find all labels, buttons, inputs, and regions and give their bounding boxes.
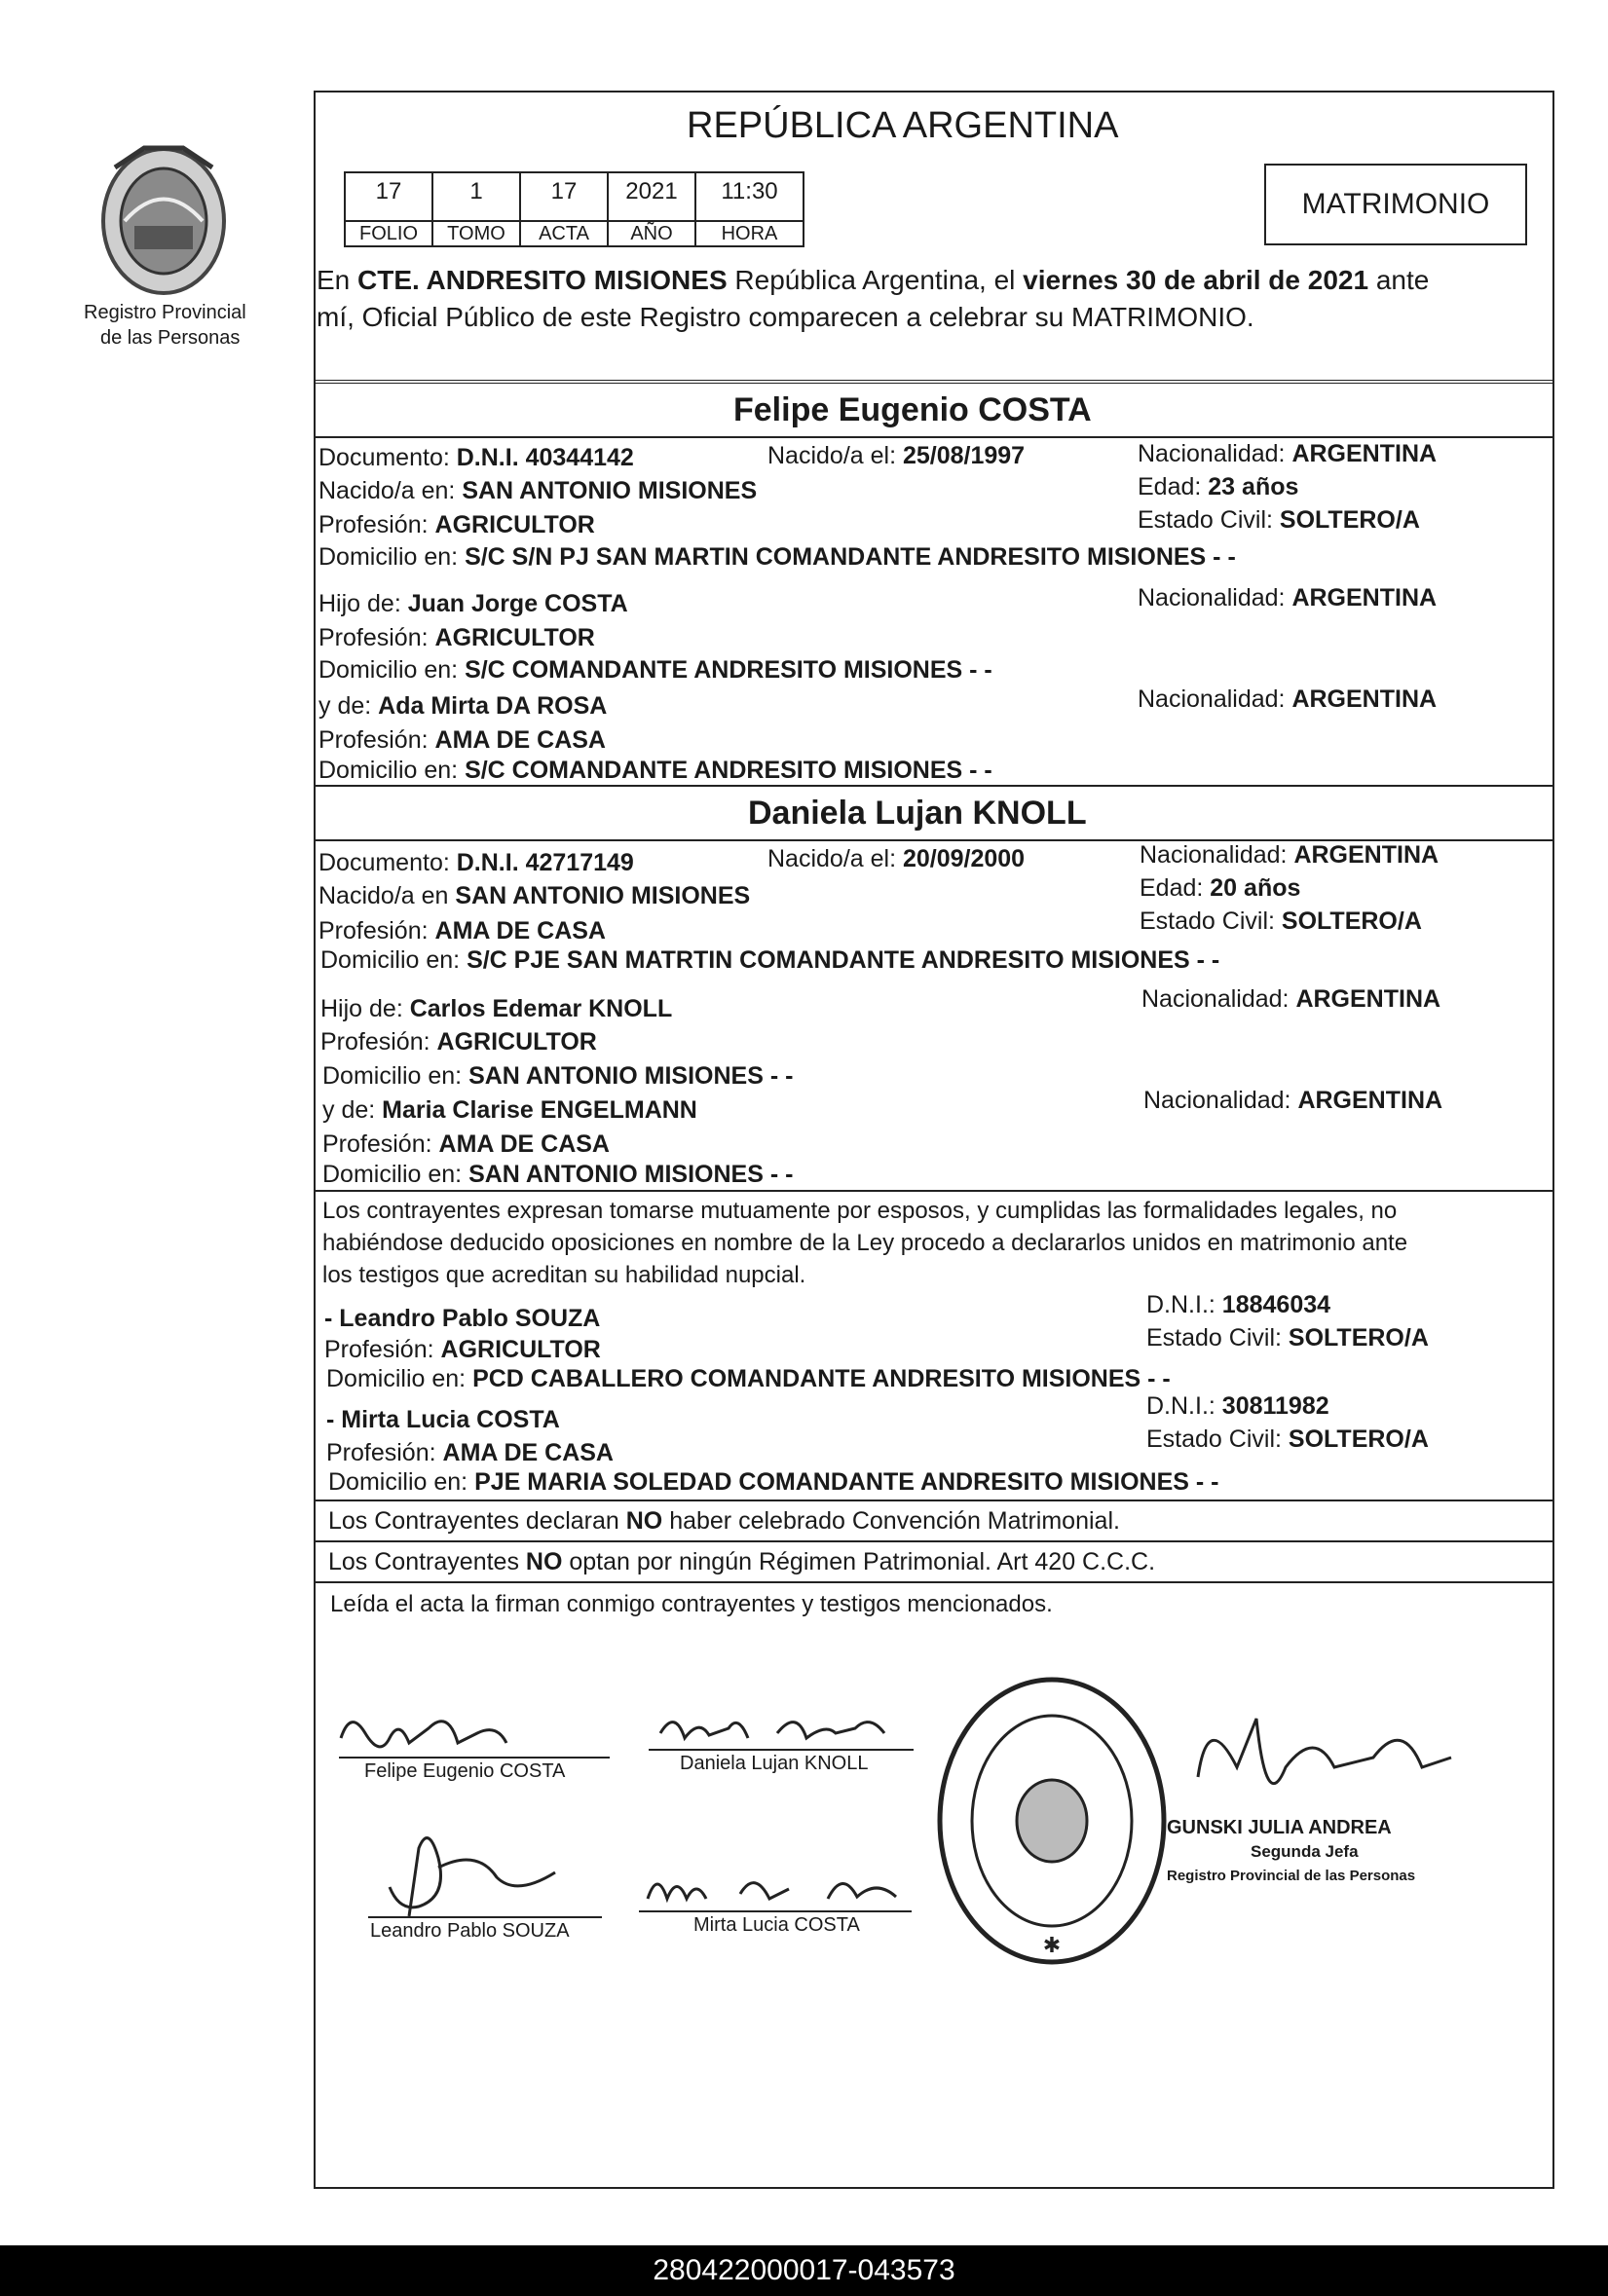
witness1-dni: D.N.I.: 18846034 xyxy=(1146,1291,1331,1318)
spouse1-nacido-el: Nacido/a el: 25/08/1997 xyxy=(767,442,1026,469)
spouse1-padre-nac: Nacionalidad: ARGENTINA xyxy=(1138,584,1438,611)
spouse2-madre: y de: Maria Clarise ENGELMANN xyxy=(322,1096,697,1124)
anio-value: 2021 xyxy=(607,171,696,222)
registry-caption-1: Registro Provincial xyxy=(84,302,246,323)
divider xyxy=(314,1540,1554,1542)
witness2-profesion: Profesión: AMA DE CASA xyxy=(326,1439,614,1466)
witness2-dni: D.N.I.: 30811982 xyxy=(1146,1392,1329,1420)
spouse2-name: Daniela Lujan KNOLL xyxy=(748,795,1087,832)
spouse2-madre-prof: Profesión: AMA DE CASA xyxy=(322,1130,610,1158)
act-type-box: MATRIMONIO xyxy=(1264,164,1527,245)
spouse1-nacionalidad: Nacionalidad: ARGENTINA xyxy=(1138,440,1438,467)
closing-text: Leída el acta la firman conmigo contrayentes y testigos mencionados. xyxy=(330,1591,1053,1617)
spouse2-nacionalidad: Nacionalidad: ARGENTINA xyxy=(1140,841,1440,869)
divider xyxy=(314,1190,1554,1192)
declaration-line-3: los testigos que acreditan su habilidad nupcial. xyxy=(322,1262,806,1288)
signature-caption-leandro: Leandro Pablo SOUZA xyxy=(370,1920,570,1942)
province-logo xyxy=(76,129,251,304)
seal-official-role: Segunda Jefa xyxy=(1251,1842,1359,1861)
acta-value: 17 xyxy=(519,171,609,222)
witness2-domicilio: Domicilio en: PJE MARIA SOLEDAD COMANDANTE ANDRESITO MISIONES - - xyxy=(328,1468,1219,1496)
signature-leandro xyxy=(360,1819,575,1926)
spouse2-madre-nac: Nacionalidad: ARGENTINA xyxy=(1143,1087,1443,1114)
spouse1-madre-dom: Domicilio en: S/C COMANDANTE ANDRESITO MISIONES - - xyxy=(318,757,992,784)
spouse1-estado: Estado Civil: SOLTERO/A xyxy=(1138,506,1420,534)
convention-2: Los Contrayentes NO optan por ningún Régimen Patrimonial. Art 420 C.C.C. xyxy=(328,1548,1156,1575)
convention-1: Los Contrayentes declaran NO haber celebrado Convención Matrimonial. xyxy=(328,1507,1120,1535)
spouse1-edad: Edad: 23 años xyxy=(1138,473,1299,500)
seal-official-org: Registro Provincial de las Personas xyxy=(1167,1868,1416,1884)
anio-label: AÑO xyxy=(607,220,696,247)
declaration-line-1: Los contrayentes expresan tomarse mutuamente por esposos, y cumplidas las formalidades legales, no xyxy=(322,1198,1398,1224)
signature-caption-mirta: Mirta Lucia COSTA xyxy=(693,1914,860,1936)
signature-line-leandro xyxy=(368,1916,602,1918)
witness1-estado: Estado Civil: SOLTERO/A xyxy=(1146,1324,1429,1352)
spouse1-profesion: Profesión: AGRICULTOR xyxy=(318,511,595,538)
spouse2-padre-nac: Nacionalidad: ARGENTINA xyxy=(1141,985,1441,1013)
witness1-domicilio: Domicilio en: PCD CABALLERO COMANDANTE ANDRESITO MISIONES - - xyxy=(326,1365,1171,1392)
country-title: REPÚBLICA ARGENTINA xyxy=(687,105,1119,146)
divider xyxy=(314,436,1554,438)
signature-caption-felipe: Felipe Eugenio COSTA xyxy=(364,1760,566,1782)
spouse1-name: Felipe Eugenio COSTA xyxy=(733,391,1092,428)
spouse2-padre-dom: Domicilio en: SAN ANTONIO MISIONES - - xyxy=(322,1062,794,1090)
document-id-bar: 280422000017-043573 xyxy=(0,2245,1608,2296)
folio-value: 17 xyxy=(344,171,433,222)
spouse2-edad: Edad: 20 años xyxy=(1140,874,1301,902)
witness1-profesion: Profesión: AGRICULTOR xyxy=(324,1336,601,1363)
seal-official-name: GUNSKI JULIA ANDREA xyxy=(1167,1817,1392,1838)
divider xyxy=(314,1500,1554,1501)
signature-line-mirta xyxy=(639,1910,912,1912)
spouse2-nacido-en: Nacido/a en SAN ANTONIO MISIONES xyxy=(318,882,751,909)
hora-label: HORA xyxy=(694,220,804,247)
intro-line-2: mí, Oficial Público de este Registro comparecen a celebrar su MATRIMONIO. xyxy=(317,302,1254,332)
spouse2-documento: Documento: D.N.I. 42717149 xyxy=(318,849,634,876)
spouse2-padre-prof: Profesión: AGRICULTOR xyxy=(320,1028,597,1055)
spouse2-profesion: Profesión: AMA DE CASA xyxy=(318,917,606,944)
intro-line-1: En CTE. ANDRESITO MISIONES República Argentina, el viernes 30 de abril de 2021 ante xyxy=(317,265,1430,295)
divider xyxy=(314,380,1554,384)
witness2-name: - Mirta Lucia COSTA xyxy=(326,1406,560,1433)
spouse2-nacido-el: Nacido/a el: 20/09/2000 xyxy=(767,845,1026,872)
spouse1-nacido-en: Nacido/a en: SAN ANTONIO MISIONES xyxy=(318,477,758,504)
spouse1-padre-prof: Profesión: AGRICULTOR xyxy=(318,624,595,651)
tomo-label: TOMO xyxy=(431,220,521,247)
folio-label: FOLIO xyxy=(344,220,433,247)
spouse2-estado: Estado Civil: SOLTERO/A xyxy=(1140,907,1422,935)
tomo-value: 1 xyxy=(431,171,521,222)
spouse2-domicilio: Domicilio en: S/C PJE SAN MATRTIN COMANDANTE ANDRESITO MISIONES - - xyxy=(320,946,1220,974)
signature-line-daniela xyxy=(649,1749,914,1751)
signature-line-felipe xyxy=(339,1757,610,1759)
spouse1-domicilio: Domicilio en: S/C S/N PJ SAN MARTIN COMANDANTE ANDRESITO MISIONES - - xyxy=(318,543,1236,571)
declaration-line-2: habiéndose deducido oposiciones en nombre de la Ley procedo a declararlos unidos en matrimonio ante xyxy=(322,1230,1408,1256)
spouse2-madre-dom: Domicilio en: SAN ANTONIO MISIONES - - xyxy=(322,1161,794,1188)
divider xyxy=(314,785,1554,787)
registry-caption-2: de las Personas xyxy=(100,327,241,349)
spouse1-padre-dom: Domicilio en: S/C COMANDANTE ANDRESITO MISIONES - - xyxy=(318,656,992,684)
spouse1-madre-prof: Profesión: AMA DE CASA xyxy=(318,726,606,754)
spouse2-padre: Hijo de: Carlos Edemar KNOLL xyxy=(320,995,673,1022)
svg-text:✱: ✱ xyxy=(1042,1933,1062,1957)
witness2-estado: Estado Civil: SOLTERO/A xyxy=(1146,1426,1429,1453)
spouse1-documento: Documento: D.N.I. 40344142 xyxy=(318,444,634,471)
hora-value: 11:30 xyxy=(694,171,804,222)
spouse1-madre: y de: Ada Mirta DA ROSA xyxy=(318,692,608,720)
divider xyxy=(314,1581,1554,1583)
acta-label: ACTA xyxy=(519,220,609,247)
signature-caption-daniela: Daniela Lujan KNOLL xyxy=(680,1753,869,1774)
witness1-name: - Leandro Pablo SOUZA xyxy=(324,1305,601,1332)
spouse1-padre: Hijo de: Juan Jorge COSTA xyxy=(318,590,628,617)
signature-official xyxy=(1178,1699,1471,1835)
spouse1-madre-nac: Nacionalidad: ARGENTINA xyxy=(1138,685,1438,713)
signature-mirta xyxy=(633,1860,925,1918)
official-seal xyxy=(930,1670,1174,1972)
